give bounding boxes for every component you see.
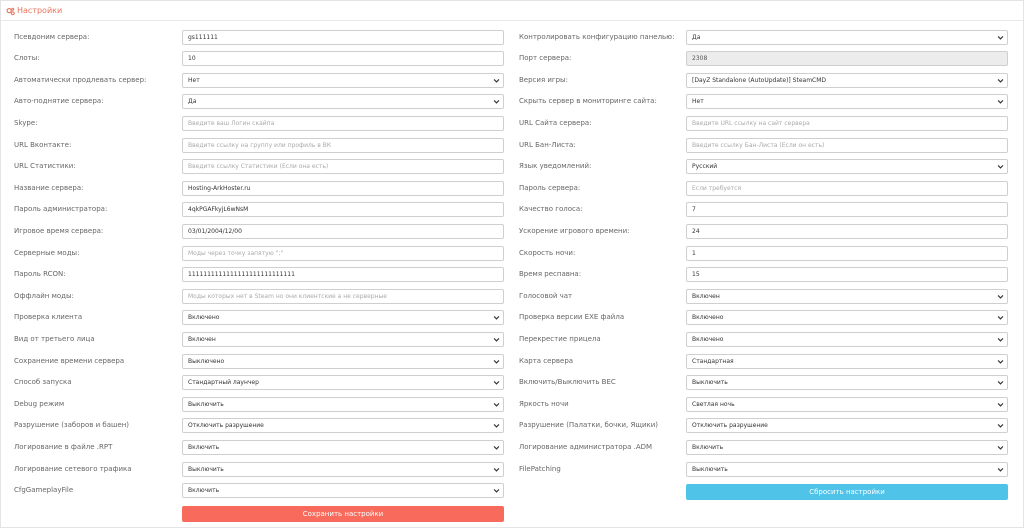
left-text-input[interactable]: 4qkPGAFkyjL6wNsM [182,202,504,217]
select-value: Нет [692,98,704,106]
select-value: Да [188,98,197,106]
select-value: [DayZ Standalone (AutoUpdate)] SteamCMD [692,76,827,84]
select-value: Включено [188,314,220,322]
left-field-label: Псевдоним сервера: [14,32,90,41]
left-select-field[interactable] [182,375,504,390]
right-field-label: Контролировать конфигурацию панелью: [519,32,675,41]
select-value: Отключить разрушение [188,422,264,430]
left-field-label: Сохранение времени сервера [14,356,125,365]
reset-settings-button[interactable]: Сбросить настройки [686,484,1008,500]
select-value: Включить [692,443,724,451]
right-text-input[interactable]: Введите URL ссылку на сайт сервера [686,116,1008,131]
left-select-field[interactable] [182,440,504,455]
select-value: Выключено [188,357,225,365]
select-value: Выключить [692,465,728,473]
right-select-field[interactable] [686,418,1008,433]
left-field-label: Игровое время сервера: [14,226,104,235]
select-value: Стандартная [692,357,734,365]
right-select-field[interactable] [686,73,1008,88]
chevron-down-icon [493,487,500,494]
right-select-field[interactable] [686,94,1008,109]
select-value: Включен [692,292,720,300]
chevron-down-icon [493,401,500,408]
left-field-label: Оффлайн моды: [14,291,74,300]
right-field-label: Яркость ночи [519,399,569,408]
select-value: Отключить разрушение [692,422,768,430]
right-field-label: Качество голоса: [519,205,583,214]
left-text-input[interactable]: 1111111111111111111111111111 [182,267,504,282]
left-select-field[interactable] [182,397,504,412]
right-field-label: Скорость ночи: [519,248,576,257]
right-text-input[interactable]: Если требуется [686,181,1008,196]
right-select-field[interactable] [686,332,1008,347]
chevron-down-icon [997,422,1004,429]
left-field-label: Авто-поднятие сервера: [14,97,104,106]
left-select-field[interactable] [182,418,504,433]
right-field-label: Скрыть сервер в мониторинге сайта: [519,97,657,106]
right-field-label: Голосовой чат [519,291,573,300]
left-select-field[interactable] [182,310,504,325]
chevron-down-icon [493,77,500,84]
left-field-label: Skype: [14,118,38,127]
chevron-down-icon [493,422,500,429]
chevron-down-icon [997,163,1004,170]
left-field-label: Логирование в файле .RPT [14,442,113,451]
select-value: Выключить [188,465,224,473]
save-settings-button[interactable]: Сохранить настройки [182,506,504,522]
left-text-input[interactable]: Моды которых нет в Steam но они клиентские а не серверные [182,289,504,304]
left-field-label: Вид от третьего лица [14,334,95,343]
right-field-label: Карта сервера [519,356,574,365]
right-field-label: Время респавна: [519,270,582,279]
left-field-label: Автоматически продлевать сервер: [14,75,147,84]
right-field-label: Версия игры: [519,75,568,84]
left-field-label: Пароль RCON: [14,270,66,279]
left-field-label: Серверные моды: [14,248,80,257]
left-select-field[interactable] [182,94,504,109]
chevron-down-icon [997,293,1004,300]
left-text-input[interactable]: Моды через точку запятую ";" [182,246,504,261]
chevron-down-icon [997,466,1004,473]
left-field-label: Проверка клиента [14,313,83,322]
right-field-label: Ускорение игрового времени: [519,226,630,235]
right-select-field[interactable] [686,397,1008,412]
left-field-label: Слоты: [14,54,40,63]
chevron-down-icon [997,379,1004,386]
select-value: Русский [692,163,718,171]
left-field-label: Debug режим [14,399,65,408]
right-select-field[interactable] [686,375,1008,390]
right-select-field[interactable] [686,354,1008,369]
right-field-label: Разрушение (Палатки, бочки, Ящики) [519,421,659,430]
left-text-input[interactable]: gs111111 [182,30,504,45]
right-select-field[interactable] [686,462,1008,477]
chevron-down-icon [493,466,500,473]
right-select-field[interactable] [686,289,1008,304]
left-select-field[interactable] [182,354,504,369]
left-field-label: URL Вконтакте: [14,140,72,149]
chevron-down-icon [997,444,1004,451]
chevron-down-icon [493,444,500,451]
chevron-down-icon [997,358,1004,365]
select-value: Стандартный лаунчер [188,379,259,387]
chevron-down-icon [997,98,1004,105]
left-field-label: Название сервера: [14,183,84,192]
gears-icon [6,7,15,16]
right-field-label: Язык уведомлений: [519,162,592,171]
left-select-field[interactable] [182,332,504,347]
chevron-down-icon [493,98,500,105]
left-select-field[interactable] [182,73,504,88]
right-text-input[interactable]: 24 [686,224,1008,239]
left-text-input[interactable]: Введите ссылку Статистики (Если она есть) [182,159,504,174]
left-field-label: Разрушение (заборов и башен) [14,421,130,430]
left-field-label: Логирование сетевого трафика [14,464,132,473]
right-field-label: URL Бан-Листа: [519,140,576,149]
right-text-input[interactable]: Введите ссылку Бан-Листа (Если он есть) [686,138,1008,153]
left-field-label: URL Статистики: [14,162,76,171]
select-value: Нет [188,76,200,84]
select-value: Включить [188,443,220,451]
select-value: Включить [188,487,220,495]
select-value: Да [692,33,701,41]
chevron-down-icon [493,379,500,386]
select-value: Выключить [692,379,728,387]
select-value: Включено [692,314,724,322]
select-value: Включено [692,335,724,343]
left-text-input[interactable]: 10 [182,51,504,66]
left-text-input[interactable]: Введите ваш Логин скайпа [182,116,504,131]
chevron-down-icon [493,336,500,343]
chevron-down-icon [493,314,500,321]
chevron-down-icon [493,358,500,365]
left-select-field[interactable] [182,462,504,477]
select-value: Выключить [188,400,224,408]
right-text-input[interactable]: 7 [686,202,1008,217]
chevron-down-icon [997,77,1004,84]
left-text-input[interactable]: 03/01/2004/12/00 [182,224,504,239]
right-field-label: URL Сайта сервера: [519,118,592,127]
right-field-label: Порт сервера: [519,54,572,63]
right-select-field[interactable] [686,440,1008,455]
right-text-input: 2308 [686,51,1008,66]
chevron-down-icon [997,314,1004,321]
left-text-input[interactable]: Введите ссылку на группу или профиль в ВК [182,138,504,153]
select-value: Включен [188,335,216,343]
left-field-label: CfgGameplayFile [14,486,74,495]
left-text-input[interactable]: Hosting-ArkHoster.ru [182,181,504,196]
right-select-field[interactable] [686,310,1008,325]
right-field-label: Перекрестие прицела [519,334,601,343]
right-text-input[interactable]: 1 [686,246,1008,261]
panel-header [1,1,1023,21]
right-text-input[interactable]: 15 [686,267,1008,282]
left-select-field[interactable] [182,483,504,498]
select-value: Светлая ночь [692,400,735,408]
chevron-down-icon [997,401,1004,408]
right-field-label: Пароль сервера: [519,183,581,192]
right-field-label: FilePatching [519,464,561,473]
right-field-label: Логирование администратора .ADM [519,442,653,451]
right-field-label: Проверка версии EXE файла [519,313,625,322]
left-field-label: Пароль администратора: [14,205,108,214]
right-select-field[interactable] [686,30,1008,45]
chevron-down-icon [997,34,1004,41]
right-field-label: Включить/Выключить BEC [519,378,616,387]
page-title: Настройки [17,6,63,15]
right-select-field[interactable] [686,159,1008,174]
left-field-label: Способ запуска [14,378,72,387]
chevron-down-icon [997,336,1004,343]
